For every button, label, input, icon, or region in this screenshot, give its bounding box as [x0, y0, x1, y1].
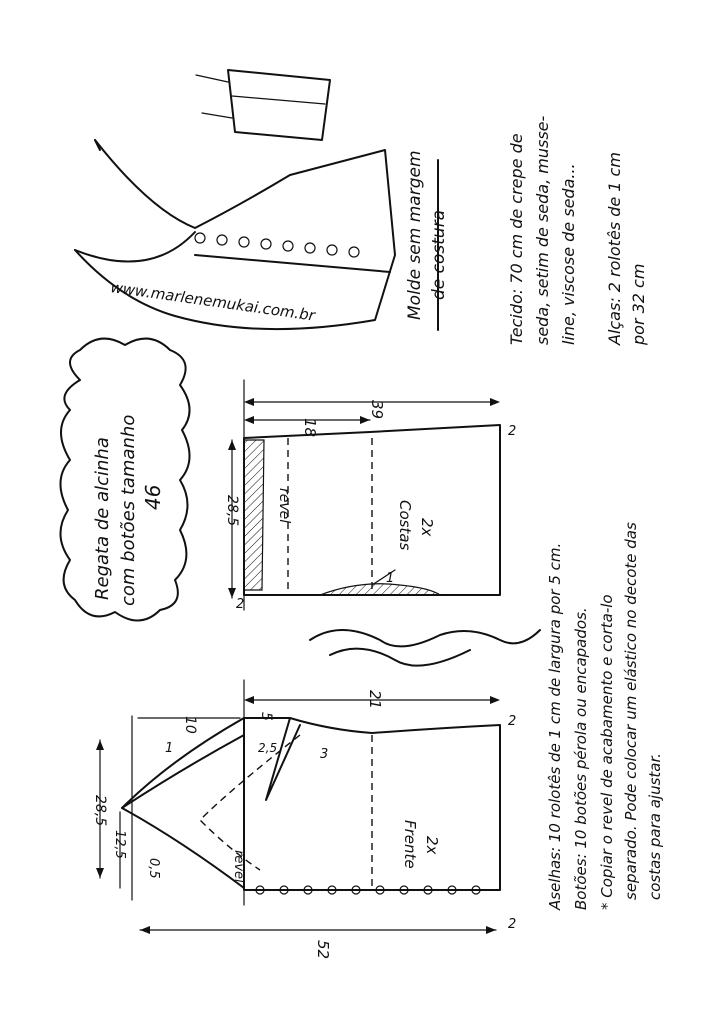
front-mark-3: 3 [320, 747, 329, 762]
title-cloud [60, 339, 189, 621]
fabric-line3: line, viscose de seda... [559, 163, 578, 345]
fabric-note [507, 115, 578, 345]
instructions [546, 522, 664, 911]
straps-line2: por 32 cm [629, 263, 648, 345]
title-line3: 46 [141, 484, 165, 510]
no-seam-line2: de costura [429, 209, 449, 300]
title-line1: Regata de alcinha [92, 437, 113, 600]
front-label: Frente [401, 820, 419, 869]
back-piece [224, 380, 516, 612]
back-count: 2x [418, 518, 436, 537]
front-mark-2: 2,5 [258, 741, 278, 755]
instructions-line3: * Copiar o revel de acabamento e corta-lo [598, 594, 616, 910]
garment-buttons [195, 233, 359, 257]
back-edge-mark-1: 2 [508, 424, 517, 439]
instructions-line1: Aselhas: 10 rolotês de 1 cm de largura por 5 cm. [546, 542, 564, 910]
front-mark-5: 2 [508, 917, 517, 932]
back-dim-top: 18 [301, 418, 319, 438]
signature [310, 630, 540, 666]
front-dim-b: 5 [258, 712, 274, 721]
back-dim-height: 28,5 [224, 495, 240, 527]
straps-line1: Alças: 2 rolotês de 1 cm [605, 152, 624, 345]
instructions-line2: Botões: 10 botões pérola ou encapados. [572, 607, 590, 910]
straps-note [605, 152, 648, 346]
front-mark-1: 1 [165, 741, 174, 756]
front-dim-dart: 0,5 [146, 858, 161, 879]
fabric-line1: Tecido: 70 cm de crepe de [507, 133, 526, 345]
front-dim-top: 21 [366, 690, 384, 710]
back-edge-mark-2: 2 [236, 597, 245, 612]
title-line2: com botões tamanho [118, 414, 139, 606]
back-label: Costas [396, 500, 414, 551]
front-count: 2x [423, 836, 441, 855]
website-text: www.marlenemukai.com.br [109, 278, 317, 325]
instructions-line4: separado. Pode colocar um elástico no decote das [622, 522, 640, 900]
no-seam-note [405, 150, 449, 320]
back-arrow-mark: 1 [386, 571, 395, 586]
front-dim-side: 12,5 [112, 830, 127, 859]
no-seam-line1: Molde sem margem [405, 150, 425, 320]
front-piece [92, 680, 516, 959]
back-facing-label: revel [276, 488, 292, 524]
back-dim-width: 39 [368, 400, 386, 420]
fabric-line2: seda, setim de seda, musse- [533, 115, 552, 345]
front-dim-a: 10 [182, 716, 198, 734]
front-mark-4: 2 [508, 714, 517, 729]
front-dim-width: 52 [314, 940, 332, 960]
front-dim-height: 28,5 [92, 795, 108, 827]
instructions-line5: costas para ajustar. [646, 752, 664, 900]
front-facing-label: revel [231, 850, 246, 883]
